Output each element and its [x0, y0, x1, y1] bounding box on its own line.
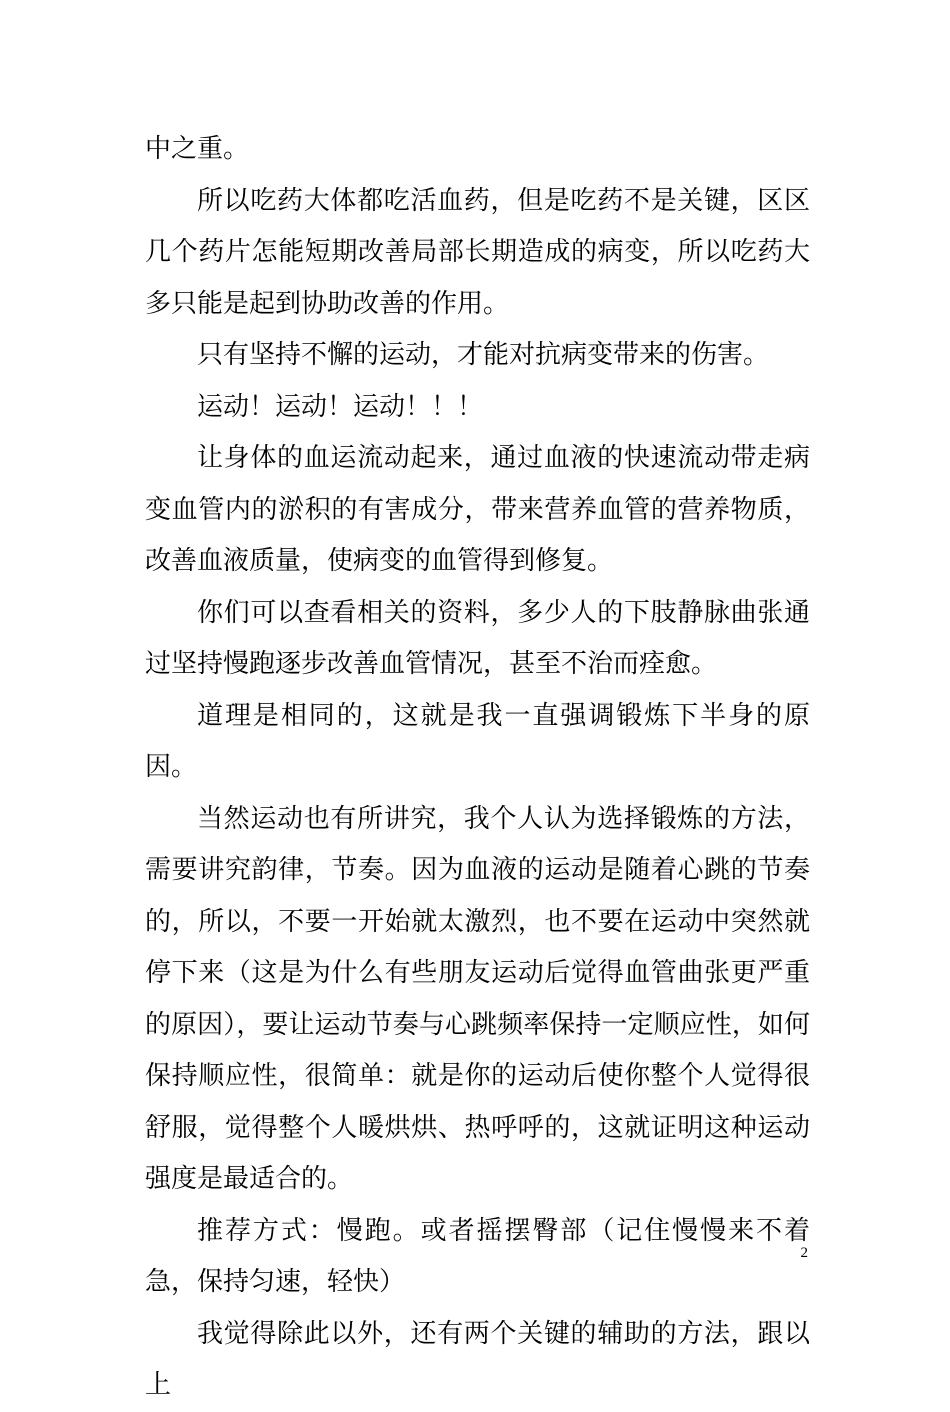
paragraph: 让身体的血运流动起来，通过血液的快速流动带走病变血管内的淤积的有害成分，带来营养血管的营养物质，改善血液质量，使病变的血管得到修复。 [145, 443, 810, 576]
paragraph: 我觉得除此以外，还有两个关键的辅助的方法，跟以上 [145, 1318, 810, 1400]
paragraph: 当然运动也有所讲究，我个人认为选择锻炼的方法，需要讲究韵律，节奏。因为血液的运动是随着心跳的节奏的，所以，不要一开始就太激烈，也不要在运动中突然就停下来（这是为什么有些朋友运动后觉得血管曲张更严重的原因），要让运动节奏与心跳频率保持一定顺应性，如何保持顺应性，很简单：就是你的运动后使你整个人觉得很舒服，觉得整个人暖烘烘、热呼呼的，这就证明这种运动强度是最适合的。 [145, 803, 810, 1194]
paragraph: 只有坚持不懈的运动，才能对抗病变带来的伤害。 [197, 340, 770, 370]
paragraph: 推荐方式：慢跑。或者摇摆臀部（记住慢慢来不着急，保持匀速，轻快） [145, 1215, 810, 1297]
paragraph: 中之重。 [145, 134, 250, 164]
paragraph: 所以吃药大体都吃活血药，但是吃药不是关键，区区几个药片怎能短期改善局部长期造成的病变，所以吃药大多只能是起到协助改善的作用。 [145, 185, 810, 319]
paragraph: 道理是相同的，这就是我一直强调锻炼下半身的原因。 [145, 700, 810, 782]
paragraph: 你们可以查看相关的资料，多少人的下肢静脉曲张通过坚持慢跑逐步改善血管情况，甚至不治而痊愈。 [145, 597, 810, 679]
body-text [145, 124, 810, 1412]
paragraph: 运动！运动！运动！！！ [197, 391, 484, 422]
page-number: 2 [800, 1245, 808, 1261]
